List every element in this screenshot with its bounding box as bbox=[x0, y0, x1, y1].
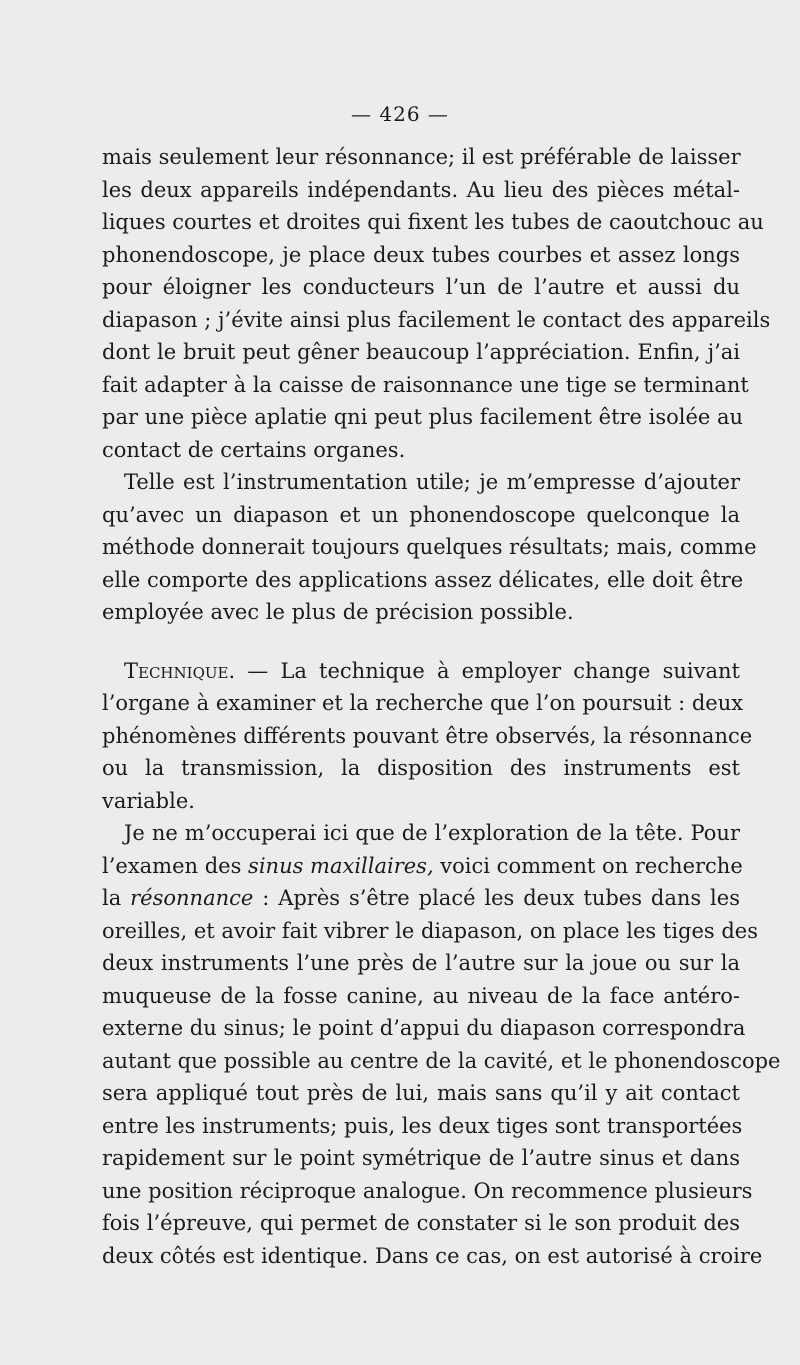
text-line bbox=[102, 655, 740, 688]
text-run: la bbox=[102, 886, 131, 910]
text-run: l’examen des bbox=[102, 853, 249, 878]
text-line: mais seulement leur résonnance; il est préférable de laisser bbox=[102, 145, 741, 169]
paragraph-technique bbox=[102, 655, 753, 818]
text-line bbox=[102, 882, 740, 915]
text-line: sera appliqué tout près de lui, mais sans qu’il y ait contact bbox=[102, 1081, 740, 1105]
text-line: oreilles, et avoir fait vibrer le diapason, on place les tiges des bbox=[102, 918, 759, 943]
italic-term: résonnance bbox=[130, 886, 254, 910]
italic-term: sinus maxillaires, bbox=[248, 853, 434, 878]
text-line: par une pièce aplatie qni peut plus facilement être isolée au bbox=[102, 405, 744, 429]
paragraph-4 bbox=[102, 817, 781, 1272]
text-line: qu’avec un diapason et un phonendoscope quelconque la bbox=[102, 502, 740, 527]
text-line: l’organe à examiner et la recherche que l’on poursuit : deux bbox=[102, 691, 744, 715]
text-line: employée avec le plus de précision possible. bbox=[102, 600, 574, 624]
text-line: liques courtes et droites qui fixent les tubes de caoutchouc au bbox=[102, 210, 764, 234]
text-line: dont le bruit peut gêner beaucoup l’appréciation. Enfin, j’ai bbox=[102, 340, 740, 364]
text-line: externe du sinus; le point d’appui du diapason correspondra bbox=[102, 1016, 746, 1040]
page-number: — 426 — bbox=[351, 102, 449, 126]
text-line: autant que possible au centre de la cavité, et le phonendoscope bbox=[102, 1048, 781, 1073]
text-line: diapason ; j’évite ainsi plus facilement le contact des appareils bbox=[102, 307, 771, 332]
text-line: pour éloigner les conducteurs l’un de l’autre et aussi du bbox=[102, 275, 740, 299]
text-run: : Après s’être placé les deux tubes dans les bbox=[253, 886, 740, 910]
text-line: Je ne m’occuperai ici que de l’exploration de la tête. Pour bbox=[124, 821, 740, 845]
text-line: ou la transmission, la disposition des instruments est bbox=[102, 756, 740, 780]
text-line: les deux appareils indépendants. Au lieu des pièces métal- bbox=[102, 177, 740, 202]
paragraph-2 bbox=[102, 466, 757, 629]
body-text bbox=[102, 141, 781, 1272]
text-line: méthode donnerait toujours quelques résultats; mais, comme bbox=[102, 535, 757, 559]
text-line: deux instruments l’une près de l’autre sur la joue ou sur la bbox=[102, 951, 740, 975]
text-line: deux côtés est identique. Dans ce cas, on est autorisé à croire bbox=[102, 1243, 763, 1268]
text-line: entre les instruments; puis, les deux tiges sont transportées bbox=[102, 1113, 743, 1138]
text-line: phonendoscope, je place deux tubes courbes et assez longs bbox=[102, 242, 740, 267]
text-line: Telle est l’instrumentation utile; je m’empresse d’ajouter bbox=[124, 470, 740, 494]
text-line: elle comporte des applications assez délicates, elle doit être bbox=[102, 567, 744, 592]
text-line: phénomènes différents pouvant être observés, la résonnance bbox=[102, 723, 753, 748]
section-heading: Technique. bbox=[124, 658, 236, 683]
text-line bbox=[102, 850, 743, 883]
text-run: voici comment on recherche bbox=[433, 853, 743, 878]
paragraph-1 bbox=[102, 141, 771, 466]
text-run: — La technique à employer change suivant bbox=[235, 658, 740, 683]
text-line: muqueuse de la fosse canine, au niveau de la face antéro- bbox=[102, 983, 740, 1008]
text-line: fois l’épreuve, qui permet de constater si le son produit des bbox=[102, 1211, 740, 1235]
text-line: fait adapter à la caisse de raisonnance une tige se terminant bbox=[102, 372, 749, 397]
text-line: une position réciproque analogue. On recommence plusieurs bbox=[102, 1178, 753, 1203]
text-line: rapidement sur le point symétrique de l’autre sinus et dans bbox=[102, 1146, 740, 1170]
text-line: variable. bbox=[102, 788, 195, 813]
text-line: contact de certains organes. bbox=[102, 437, 406, 462]
